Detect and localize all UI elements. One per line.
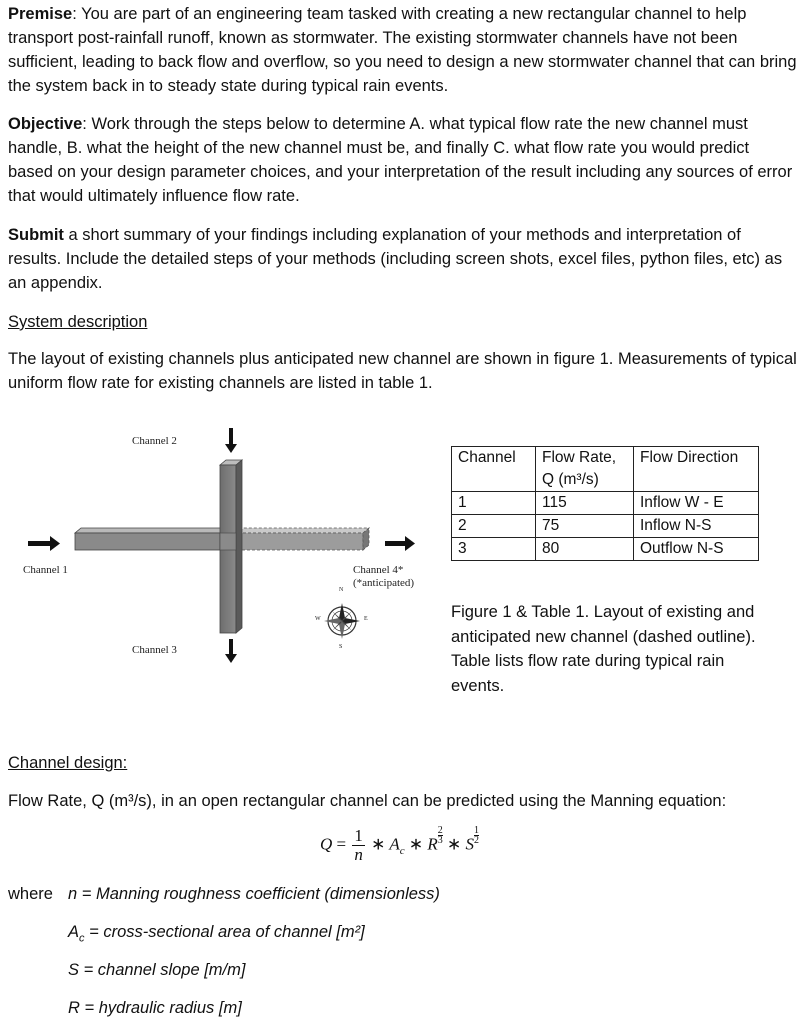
table-row xyxy=(452,515,759,538)
premise-paragraph xyxy=(8,2,798,98)
channel-1-shape xyxy=(75,528,226,550)
definition-r: R = hydraulic radius [m] xyxy=(68,999,242,1017)
channel-design-heading: Channel design: xyxy=(8,754,128,772)
compass-n: N xyxy=(339,587,344,593)
definition-s: S = channel slope [m/m] xyxy=(68,961,246,979)
table-cell: 2 xyxy=(452,515,536,538)
eq-r: R xyxy=(427,834,438,854)
objective-text: : Work through the steps below to determine A. what typical flow rate the new channel must handle, B. what the height of the new channel must be, and finally C. what flow rate you would predict based on your design parameter choices, and your interpretation of the result including any sources of error that would ultimately influence flow rate. xyxy=(8,115,793,205)
channel-diagram xyxy=(20,425,440,680)
table-cell: 115 xyxy=(536,492,634,515)
table-row xyxy=(452,492,759,515)
eq-r-exp-den: 3 xyxy=(437,835,443,846)
system-description-heading: System description xyxy=(8,313,148,331)
eq-r-exp-num: 2 xyxy=(437,825,443,836)
eq-fraction-num: 1 xyxy=(354,826,363,846)
eq-s-exp-den: 2 xyxy=(474,835,479,846)
compass-s: S xyxy=(339,644,343,650)
table-header-cell: Flow Rate, Q (m³/s) xyxy=(536,447,634,492)
definition-ac-prefix: A xyxy=(68,923,80,941)
submit-label: Submit xyxy=(8,226,64,244)
premise-text: : You are part of an engineering team tasked with creating a new rectangular channel to help transport post-rainfall runoff, known as stormwater. The existing stormwater channels have not been sufficient, leading to back flow and overflow, so you need to design a new stormwater channel that can bring the system back in to steady state during typical rain events. xyxy=(8,5,797,95)
channel-1-label: Channel 1 xyxy=(23,564,68,576)
flow-rate-table xyxy=(451,446,759,561)
channel-4-label: Channel 4* xyxy=(353,564,404,576)
channel-2-label: Channel 2 xyxy=(132,435,177,447)
table-cell: 1 xyxy=(452,492,536,515)
table-row xyxy=(452,538,759,561)
submit-paragraph xyxy=(8,223,798,295)
channel-1-inflow-arrow xyxy=(28,536,60,551)
compass-rose-icon xyxy=(324,603,360,639)
eq-r-exponent xyxy=(438,826,443,845)
table-header-row xyxy=(452,447,759,492)
eq-fraction-den: n xyxy=(354,845,363,865)
eq-ac: A xyxy=(389,834,400,854)
table-cell: 3 xyxy=(452,538,536,561)
eq-ac-sub: c xyxy=(399,845,405,858)
definition-ac-rest: = cross-sectional area of channel [m²] xyxy=(84,923,365,941)
eq-s-exponent xyxy=(474,826,479,845)
table-cell: 75 xyxy=(536,515,634,538)
submit-text: a short summary of your findings including explanation of your methods and interpretation of results. Include the detailed steps of your methods (including screen shots, excel files, python files, etc) as an appendix. xyxy=(8,226,783,292)
channel-2-3-shape xyxy=(220,460,242,633)
eq-star-1: ∗ xyxy=(371,834,386,854)
definition-ac-sub: c xyxy=(79,932,85,945)
table-cell: Inflow W - E xyxy=(634,492,759,515)
channel-layout-figure xyxy=(20,425,440,680)
eq-fraction xyxy=(352,827,365,864)
definition-ac xyxy=(68,920,365,950)
channel-design-text: Flow Rate, Q (m³/s), in an open rectangular channel can be predicted using the Manning equation: xyxy=(8,792,727,810)
eq-s: S xyxy=(465,834,474,854)
system-description-text: The layout of existing channels plus anticipated new channel are shown in figure 1. Measurements of typical uniform flow rate for existing channels are listed in table 1. xyxy=(8,350,797,392)
definitions-where: where xyxy=(8,885,53,903)
channel-4-outflow-arrow xyxy=(385,536,415,551)
eq-equals: = xyxy=(336,834,347,854)
table-header-cell: Flow Direction xyxy=(634,447,759,492)
eq-star-3: ∗ xyxy=(447,834,462,854)
definition-n: n = Manning roughness coefficient (dimensionless) xyxy=(68,885,440,903)
compass-e: E xyxy=(364,616,368,622)
figure-caption: Figure 1 & Table 1. Layout of existing and anticipated new channel (dashed outline). Table lists flow rate during typical rain events. xyxy=(451,603,756,695)
table-header-cell: Channel xyxy=(452,447,536,492)
manning-equation xyxy=(320,826,479,864)
table-cell: Inflow N-S xyxy=(634,515,759,538)
channel-4-note: (*anticipated) xyxy=(353,577,415,589)
compass-w: W xyxy=(315,616,321,622)
objective-label: Objective xyxy=(8,115,83,133)
channel-4-shape xyxy=(238,528,369,550)
objective-paragraph xyxy=(8,112,798,208)
table-cell: Outflow N-S xyxy=(634,538,759,561)
channel-3-outflow-arrow xyxy=(225,639,237,663)
premise-label: Premise xyxy=(8,5,73,23)
table-cell: 80 xyxy=(536,538,634,561)
channel-2-inflow-arrow xyxy=(225,428,237,453)
channel-3-label: Channel 3 xyxy=(132,644,177,656)
eq-star-2: ∗ xyxy=(408,834,424,854)
eq-q: Q xyxy=(320,834,333,854)
eq-s-exp-num: 1 xyxy=(474,825,479,836)
